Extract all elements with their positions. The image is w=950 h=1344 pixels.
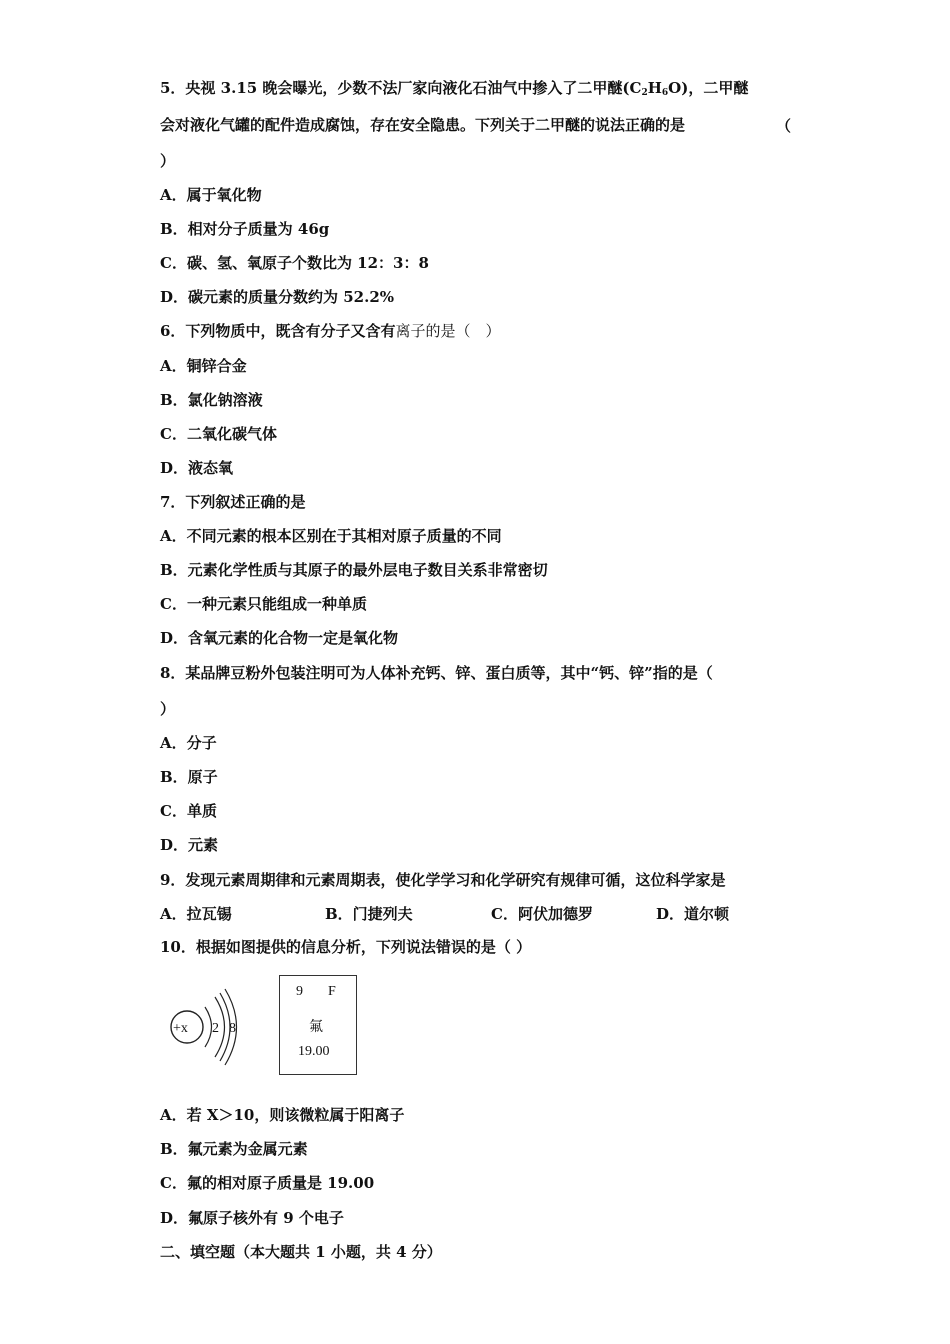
q7-option-d: D．含氧元素的化合物一定是氧化物 — [160, 629, 399, 647]
q8-stem: 8．某品牌豆粉外包装注明可为人体补充钙、锌、蛋白质等，其中“钙、锌”指的是（ — [160, 664, 713, 682]
q6-option-c: C．二氧化碳气体 — [160, 425, 277, 443]
q6-stem — [160, 321, 500, 341]
atom-structure-diagram — [160, 975, 260, 1085]
q9-option-d: D．道尔顿 — [656, 905, 730, 923]
q5-option-b: B．相对分子质量为 46g — [160, 220, 330, 238]
q5-text-b: O)，二甲醚 — [668, 79, 749, 97]
q7-option-c: C．一种元素只能组成一种单质 — [160, 595, 367, 613]
q8-option-d: D．元素 — [160, 836, 219, 854]
atomic-number: 9 — [296, 984, 303, 999]
q9-option-c: C．阿伏加德罗 — [491, 905, 593, 923]
q9-stem: 9．发现元素周期律和元素周期表，使化学学习和化学研究有规律可循，这位科学家是 — [160, 871, 726, 889]
q5-paren-close: ） — [160, 152, 176, 170]
q6-option-a: A．铜锌合金 — [160, 357, 247, 375]
q7-option-a: A．不同元素的根本区别在于其相对原子质量的不同 — [160, 527, 502, 545]
q5-sub-h: 6 — [661, 88, 669, 98]
q9-option-a: A．拉瓦锡 — [160, 905, 232, 923]
q5-paren-open: （ — [776, 117, 792, 135]
q6-option-d: D．液态氧 — [160, 459, 234, 477]
q5-option-d: D．碳元素的质量分数约为 52.2% — [160, 288, 395, 306]
q5-option-a: A．属于氧化物 — [160, 186, 262, 204]
q10-option-a: A．若 X＞10，则该微粒属于阳离子 — [160, 1106, 405, 1124]
atomic-mass: 19.00 — [298, 1044, 330, 1059]
q5-stem-line1 — [160, 78, 748, 103]
nucleus-label: +x — [173, 1021, 188, 1036]
q7-option-b: B．元素化学性质与其原子的最外层电子数目关系非常密切 — [160, 561, 548, 579]
periodic-table-cell — [279, 975, 357, 1075]
q6-stem-thin: 离子的是（ ） — [395, 322, 501, 340]
element-symbol: F — [328, 984, 336, 999]
q10-option-d: D．氟原子核外有 9 个电子 — [160, 1209, 344, 1227]
q10-figure — [160, 975, 380, 1085]
q5-text-a: 5．央视 3.15 晚会曝光，少数不法厂家向液化石油气中掺入了二甲醚(C — [160, 79, 642, 97]
q9-option-b: B．门捷列夫 — [325, 905, 413, 923]
q5-text-h: H — [647, 79, 662, 97]
inner-shell-arc — [205, 1007, 212, 1047]
q8-option-a: A．分子 — [160, 734, 217, 752]
q6-stem-bold: 6．下列物质中，既含有分子又含有 — [160, 322, 396, 340]
q8-option-c: C．单质 — [160, 802, 217, 820]
q8-paren-close: ） — [160, 700, 176, 718]
shell2-electrons: 8 — [229, 1021, 236, 1036]
q6-option-b: B．氯化钠溶液 — [160, 391, 263, 409]
q8-option-b: B．原子 — [160, 768, 218, 786]
section-heading-fill-in: 二、填空题（本大题共 1 小题，共 4 分） — [160, 1243, 442, 1261]
q7-stem: 7．下列叙述正确的是 — [160, 493, 306, 511]
q5-option-c: C．碳、氢、氧原子个数比为 12：3：8 — [160, 254, 429, 272]
q10-option-b: B．氟元素为金属元素 — [160, 1140, 308, 1158]
q10-stem: 10．根据如图提供的信息分析，下列说法错误的是（ ） — [160, 938, 532, 956]
q5-sub-c: 2 — [641, 88, 648, 98]
element-name: 氟 — [309, 1020, 323, 1035]
q5-stem-line2: 会对液化气罐的配件造成腐蚀，存在安全隐患。下列关于二甲醚的说法正确的是 — [160, 116, 686, 134]
shell1-electrons: 2 — [212, 1021, 219, 1036]
q10-option-c: C．氟的相对原子质量是 19.00 — [160, 1174, 375, 1192]
